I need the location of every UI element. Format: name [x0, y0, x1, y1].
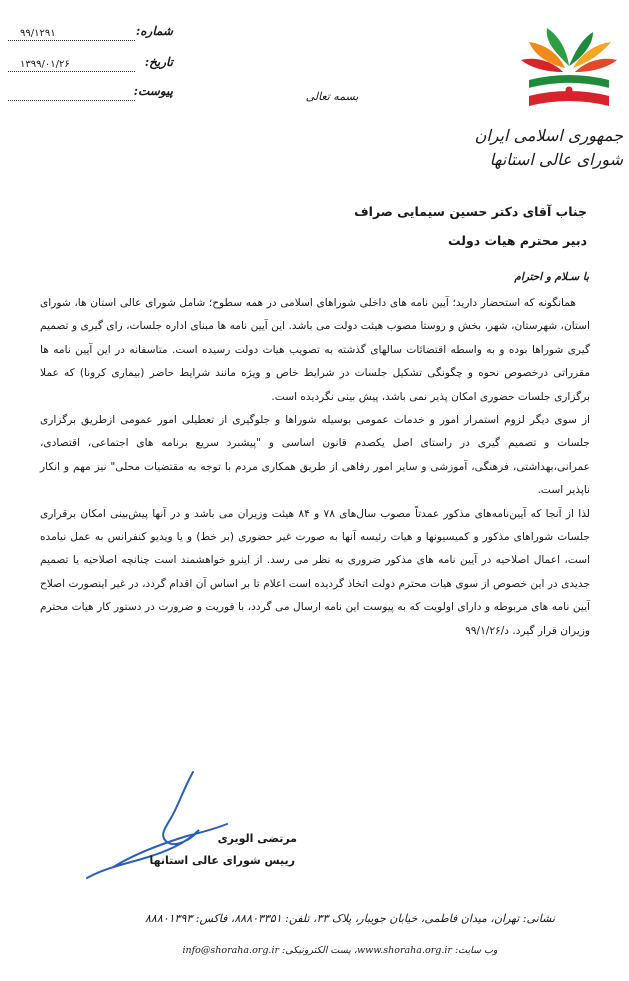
letter-attachment-label: پیوست:: [133, 84, 173, 98]
letter-number-value: ۹۹/۱۲۹۱: [20, 28, 56, 39]
org-name-line2: شورای عالی استانها: [489, 150, 623, 169]
signatory-title: رییس شورای عالی استانها: [149, 854, 295, 867]
greeting: با سـلام و احترام: [514, 271, 589, 283]
letter-date-row: [8, 55, 173, 75]
letter-attachment-line: [8, 100, 135, 101]
letter-body: [40, 292, 590, 643]
bismillah: بسمه تعالی: [305, 90, 359, 103]
body-paragraph-2: از سوی دیگر لزوم استمرار امور و خدمات عمومی بوسیله شوراها و جلوگیری از تعطیلی امور عمومی ازطریق برگزاری جلسات و تصمیم گیری در راستای اصل یکصدم قانون اساسی و "پیشبرد سریع برنامه های اجتماعی، اقتصادی، عمرانی،بهداشتی، فرهنگی، آموزشی و سایر امور رفاهی از طریق همکاری مردم با توجه به مقتضیات محلی" نیز مهم و انکار ناپذیر است.: [40, 414, 590, 497]
footer-web-email: وب سایت: www.shoraha.org.ir، پست الکترونیکی: info@shoraha.org.ir: [182, 945, 498, 956]
letter-date-line: [8, 71, 135, 72]
logo-flag: [529, 75, 609, 106]
letter-number-line: [8, 40, 135, 41]
body-paragraph-3: لذا از آنجا که آیین‌نامه‌های مذکور عمدتاً مصوب سال‌های ۷۸ و ۸۴ هیئت وزیران می باشد و در آنها پیش‌بینی امکان برقراری جلسات شوراهای مذکور و کمیسیونها و هیات رئیسه آنها به صورت غیر حضوری (بر خط) و یا ویدیو کنفرانس به عمل نیامده است، اعمال اصلاحیه در آیین نامه های مذکور ضروری به نظر می رسد. از اینرو خواهشمند است چنانچه اصلاحیه یا تصمیم جدیدی در این خصوص از سوی هیات محترم دولت اتخاذ گردیده است اعلام تا بر اساس آن اقدام گردد، در غیر اینصورت اصلاح آیین نامه های مربوطه و دارای اولویت که به پیوست این نامه ارسال می گردد، با فوریت و ضرورت در دستور کار هیات محترم وزیران قرار گیرد. د/۹۹/۱/۲۶: [40, 507, 590, 637]
council-logo: [515, 22, 623, 118]
handwritten-signature: [75, 770, 235, 885]
letter-date-value: ۱۳۹۹/۰۱/۲۶: [20, 59, 70, 70]
letter-date-label: تاریخ:: [144, 55, 173, 69]
letter-number-row: [8, 24, 173, 44]
signatory-name: مرتضی الویری: [217, 832, 297, 845]
footer-address: نشانی: تهران، میدان فاطمی، خیابان جویبار، پلاک ۳۳، تلفن: ۸۸۸۰۳۳۵۱، فاکس: ۸۸۸۰۱۳۹۳: [145, 912, 555, 925]
body-paragraph-1: همانگونه که استحضار دارید؛ آیین نامه های داخلی شوراهای اسلامی در همه سطوح؛ شامل شورای عالی استان ها، شورای استان، شهرستان، شهر، بخش و روستا مصوب هیئت دولت می باشد. این آیین نامه ها مبنای اداره جلسات، رای گیری و تصمیم گیری شوراها بوده و به واسطه اقتضائات سالهای گذشته به تصویب هیات دولت رسیده است. متاسفانه در این آیین نامه ها مقرراتی درخصوص نحوه و چگونگی تشکیل جلسات در شرایط خاص و ویژه مانند شرایط حاضر (بیماری کرونا) که عملا برگزاری جلسات حضوری امکان پذیر نمی باشد، پیش بینی نگردیده است.: [40, 297, 590, 403]
letter-number-label: شماره:: [135, 24, 173, 38]
letter-attachment-row: [8, 84, 173, 104]
logo-leaves: [521, 28, 617, 72]
recipient-name: جناب آقای دکتر حسین سیمایی صراف: [354, 204, 587, 219]
recipient-title: دبیر محترم هیات دولت: [448, 233, 587, 248]
org-name-line1: جمهوری اسلامی ایران: [474, 126, 623, 145]
